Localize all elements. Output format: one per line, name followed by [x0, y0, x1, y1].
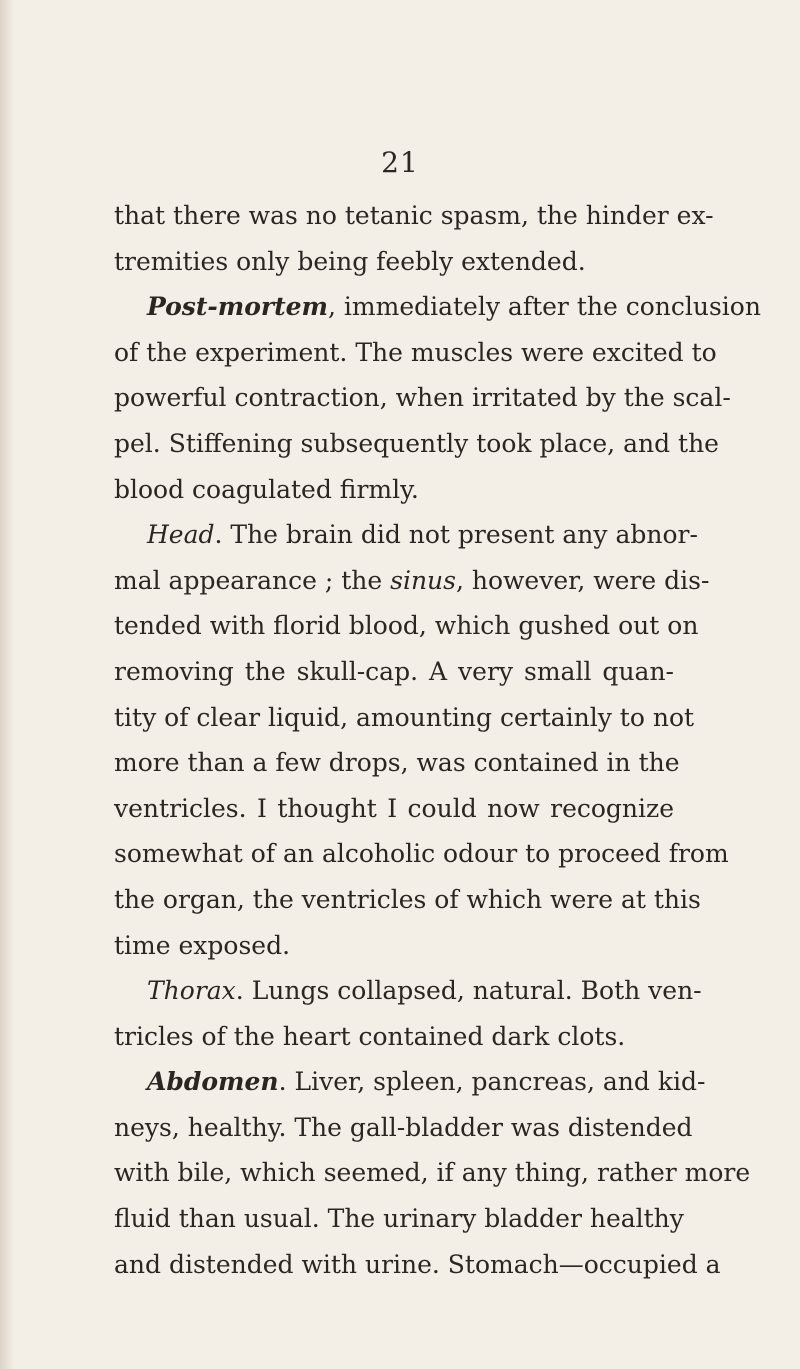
text-segment: blood coagulated firmly. [114, 474, 419, 504]
text-segment: fluid than usual. The urinary bladder healthy [114, 1204, 684, 1234]
text-line [114, 1150, 751, 1196]
text-segment: removing the skull-cap. A very small quan- [114, 656, 674, 686]
text-line [114, 603, 699, 649]
gutter-shadow [0, 0, 14, 1369]
text-segment: . Liver, spleen, pancreas, and kid- [278, 1067, 706, 1097]
text-line [114, 193, 714, 239]
text-line [114, 740, 680, 786]
text-segment: of the experiment. The muscles were excited to [114, 337, 717, 367]
text-line [114, 831, 729, 877]
text-segment: with bile, which seemed, if any thing, rather more [114, 1158, 751, 1188]
text-line [114, 421, 719, 467]
text-line [114, 512, 698, 558]
text-line [114, 330, 717, 376]
text-line [114, 284, 761, 330]
text-segment: the organ, the ventricles of which were at this [114, 884, 701, 914]
text-line [114, 1196, 684, 1242]
text-line [114, 1059, 706, 1105]
text-line [114, 239, 674, 285]
text-segment: , however, were dis- [455, 565, 710, 595]
text-line [114, 558, 710, 604]
text-line [114, 1242, 721, 1288]
text-line [114, 695, 695, 741]
text-line [114, 375, 731, 421]
text-segment: tity of clear liquid, amounting certainly to not [114, 702, 695, 732]
text-segment: pel. Stiffening subsequently took place, and the [114, 428, 719, 458]
text-segment: , immediately after the conclusion [328, 292, 761, 322]
text-segment: time exposed. [114, 930, 291, 960]
text-line [114, 649, 674, 695]
text-segment: . The brain did not present any abnor- [214, 520, 698, 550]
section-heading: Abdomen [147, 1067, 279, 1097]
text-segment: somewhat of an alcoholic odour to proceed from [114, 839, 729, 869]
text-segment: mal appearance ; the [114, 565, 391, 595]
text-line [114, 786, 674, 832]
text-segment: tricles of the heart contained dark clots. [114, 1021, 626, 1051]
text-segment: neys, healthy. The gall-bladder was distended [114, 1112, 693, 1142]
text-line [114, 968, 702, 1014]
text-segment: tremities only being feebly extended. [114, 246, 586, 276]
text-line [114, 1014, 674, 1060]
section-heading: Head [147, 520, 215, 550]
text-segment: that there was no tetanic spasm, the hinder ex- [114, 201, 714, 230]
text-segment: powerful contraction, when irritated by the scal- [114, 383, 731, 413]
text-line [114, 923, 674, 969]
page-number: 21 [381, 146, 419, 179]
section-heading: Thorax [147, 976, 236, 1006]
text-segment: and distended with urine. Stomach—occupied a [114, 1249, 721, 1279]
text-segment: ventricles. I thought I could now recognize [114, 793, 674, 823]
text-segment: . Lungs collapsed, natural. Both ven- [235, 976, 702, 1006]
body-text [114, 193, 761, 1287]
section-heading: Post-mortem [147, 292, 329, 322]
text-segment: more than a few drops, was contained in the [114, 748, 680, 778]
text-line [114, 467, 674, 513]
section-heading: sinus [390, 565, 456, 595]
text-segment: tended with florid blood, which gushed out on [114, 611, 699, 641]
text-line [114, 877, 701, 923]
text-line [114, 1105, 693, 1151]
